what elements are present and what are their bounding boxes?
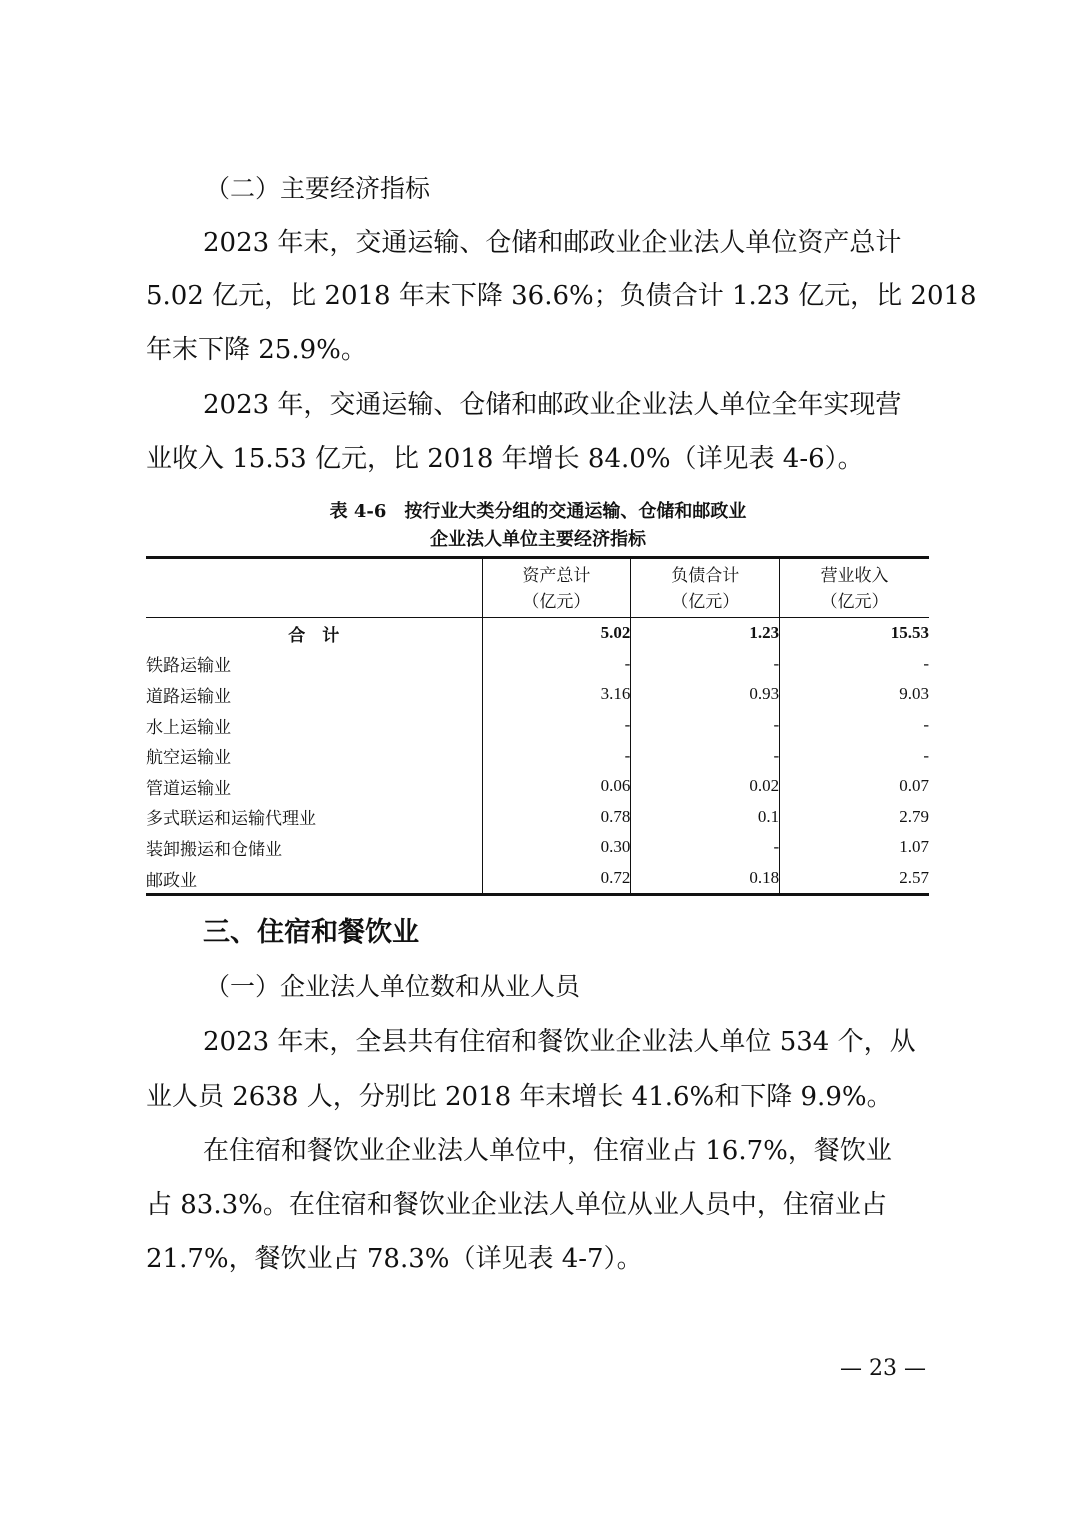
cell-value: - <box>631 832 780 863</box>
cell-value: 0.07 <box>780 771 929 802</box>
paragraph-line: 5.02 亿元，比 2018 年末下降 36.6%；负债合计 1.23 亿元，比 2018 <box>146 281 977 311</box>
cell-value: 15.53 <box>780 618 929 649</box>
header-assets: 资产总计 （亿元） <box>482 558 631 618</box>
header-liabilities: 负债合计 （亿元） <box>631 558 780 618</box>
header-revenue: 营业收入 （亿元） <box>780 558 929 618</box>
row-name: 水上运输业 <box>146 717 231 737</box>
table-row <box>146 771 929 802</box>
row-name: 管道运输业 <box>146 778 231 798</box>
paragraph-line: 在住宿和餐饮业企业法人单位中，住宿业占 16.7%，餐饮业 <box>203 1136 892 1166</box>
paragraph-line: 21.7%，餐饮业占 78.3%（详见表 4-7）。 <box>146 1244 643 1274</box>
cell-value: - <box>482 740 631 771</box>
cell-value: - <box>780 649 929 680</box>
cell-value: 3.16 <box>482 679 631 710</box>
cell-value: 0.1 <box>631 802 780 833</box>
row-name: 铁路运输业 <box>146 656 231 676</box>
cell-value: 5.02 <box>482 618 631 649</box>
cell-value: 1.07 <box>780 832 929 863</box>
table-row <box>146 679 929 710</box>
cell-value: 0.06 <box>482 771 631 802</box>
table-row <box>146 649 929 680</box>
economic-indicators-table <box>146 556 929 896</box>
cell-value: 9.03 <box>780 679 929 710</box>
paragraph-line: 业人员 2638 人，分别比 2018 年末增长 41.6%和下降 9.9%。 <box>146 1082 893 1112</box>
row-name: 道路运输业 <box>146 686 231 706</box>
cell-value: 0.78 <box>482 802 631 833</box>
paragraph-line: 2023 年末，全县共有住宿和餐饮业企业法人单位 534 个，从 <box>203 1027 916 1057</box>
cell-value: 0.02 <box>631 771 780 802</box>
cell-value: - <box>631 649 780 680</box>
table-row <box>146 832 929 863</box>
paragraph-line: 占 83.3%。在住宿和餐饮业企业法人单位从业人员中，住宿业占 <box>146 1190 887 1220</box>
paragraph-line: 2023 年，交通运输、仓储和邮政业企业法人单位全年实现营 <box>203 390 902 420</box>
cell-value: - <box>780 740 929 771</box>
table-row <box>146 802 929 833</box>
cell-value: 2.79 <box>780 802 929 833</box>
row-name: 合 计 <box>288 625 340 645</box>
cell-value: 0.30 <box>482 832 631 863</box>
section-heading: （二）主要经济指标 <box>205 174 431 203</box>
table-row-total <box>146 618 929 649</box>
section-heading: 三、住宿和餐饮业 <box>203 917 419 948</box>
table-row <box>146 740 929 771</box>
header-blank <box>146 558 482 618</box>
paragraph-line: 年末下降 25.9%。 <box>146 335 367 365</box>
table-row <box>146 863 929 895</box>
cell-value: 0.72 <box>482 863 631 895</box>
table-caption: 企业法人单位主要经济指标 <box>430 529 646 550</box>
paragraph-line: 业收入 15.53 亿元，比 2018 年增长 84.0%（详见表 4-6）。 <box>146 444 864 474</box>
cell-value: 2.57 <box>780 863 929 895</box>
table-header-row <box>146 558 929 618</box>
table-caption: 表 4-6 按行业大类分组的交通运输、仓储和邮政业 <box>329 501 747 522</box>
cell-value: 0.18 <box>631 863 780 895</box>
row-name: 装卸搬运和仓储业 <box>146 839 282 859</box>
page-number: — 23 — <box>840 1356 926 1381</box>
row-name: 多式联运和运输代理业 <box>146 809 316 829</box>
cell-value: - <box>482 710 631 741</box>
cell-value: - <box>780 710 929 741</box>
table-row <box>146 710 929 741</box>
cell-value: 0.93 <box>631 679 780 710</box>
cell-value: 1.23 <box>631 618 780 649</box>
row-name: 航空运输业 <box>146 748 231 768</box>
paragraph-line: 2023 年末，交通运输、仓储和邮政业企业法人单位资产总计 <box>203 228 902 258</box>
subsection-heading: （一）企业法人单位数和从业人员 <box>205 972 581 1001</box>
cell-value: - <box>631 740 780 771</box>
cell-value: - <box>482 649 631 680</box>
row-name: 邮政业 <box>146 870 197 890</box>
cell-value: - <box>631 710 780 741</box>
